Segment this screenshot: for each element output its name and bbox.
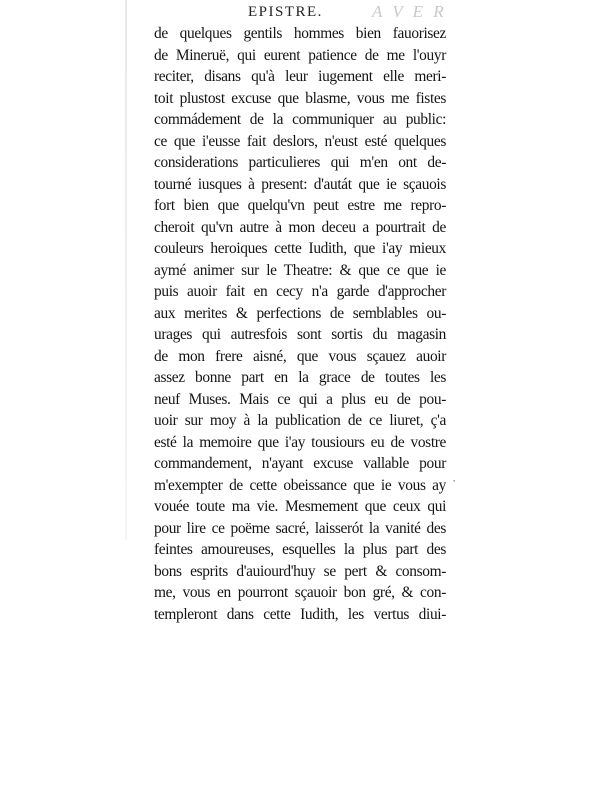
text-line: de mon frere aisné, que vous sçauez auoir — [154, 347, 446, 365]
text-line: commádement de la communiquer au public: — [154, 111, 446, 128]
running-title: EPISTRE. — [248, 4, 323, 20]
text-line: puis auoir fait en cecy n'a garde d'approcher — [154, 283, 446, 300]
text-line: toit plustost excuse que blasme, vous me fistes — [154, 89, 446, 107]
text-line: tourné iusques à present: d'autát que ie sçauois — [154, 175, 446, 193]
bleed-through-text: A V E R — [372, 2, 447, 21]
text-line: cheroit qu'vn autre à mon deceu a pourtrait de — [154, 218, 446, 236]
body-text — [154, 23, 446, 625]
text-line: reciter, disans qu'à leur iugement elle meri- — [154, 68, 446, 85]
text-line: ce que i'eusse fait deslors, n'eust esté quelques — [154, 132, 446, 150]
text-line: fort bien que quelqu'vn peut estre me repro- — [154, 197, 446, 214]
text-line: bons esprits d'auiourd'huy se pert & consom- — [154, 562, 446, 580]
text-line: neuf Muses. Mais ce qui a plus eu de pou- — [154, 390, 446, 408]
text-line: templeront dans cette Iudith, les vertus diui- — [154, 605, 446, 623]
text-line: pour lire ce poëme sacré, laisserót la vanité des — [154, 519, 446, 537]
text-line: de Mineruë, qui eurent patience de me l'ouyr — [154, 46, 446, 64]
text-line: assez bonne part en la grace de toutes les — [154, 369, 446, 386]
text-line: me, vous en pourront sçauoir bon gré, & con- — [154, 584, 446, 601]
text-line: esté la memoire que i'ay tousiours eu de vostre — [154, 433, 446, 451]
text-line: aux merites & perfections de semblables ou- — [154, 304, 446, 322]
margin-mark: · — [452, 473, 457, 488]
text-line: couleurs heroiques cette Iudith, que i'ay mieux — [154, 240, 446, 257]
text-line: urages qui autresfois sont sortis du magasin — [154, 326, 446, 343]
text-line: vouée toute ma vie. Mesmement que ceux qui — [154, 498, 446, 515]
text-line: de quelques gentils hommes bien fauorisez — [154, 25, 446, 42]
text-line: uoir sur moy à la publication de ce liuret, ç'a — [154, 412, 446, 429]
text-line: m'exempter de cette obeissance que ie vous ay — [154, 476, 446, 494]
text-line: commandement, n'ayant excuse vallable pour — [154, 455, 446, 472]
text-line: considerations particulieres qui m'en ont de- — [154, 154, 446, 171]
text-line: feintes amoureuses, esquelles la plus part des — [154, 541, 446, 558]
page-gutter-shadow — [125, 0, 127, 540]
text-line: aymé animer sur le Theatre: & que ce que ie — [154, 261, 446, 279]
